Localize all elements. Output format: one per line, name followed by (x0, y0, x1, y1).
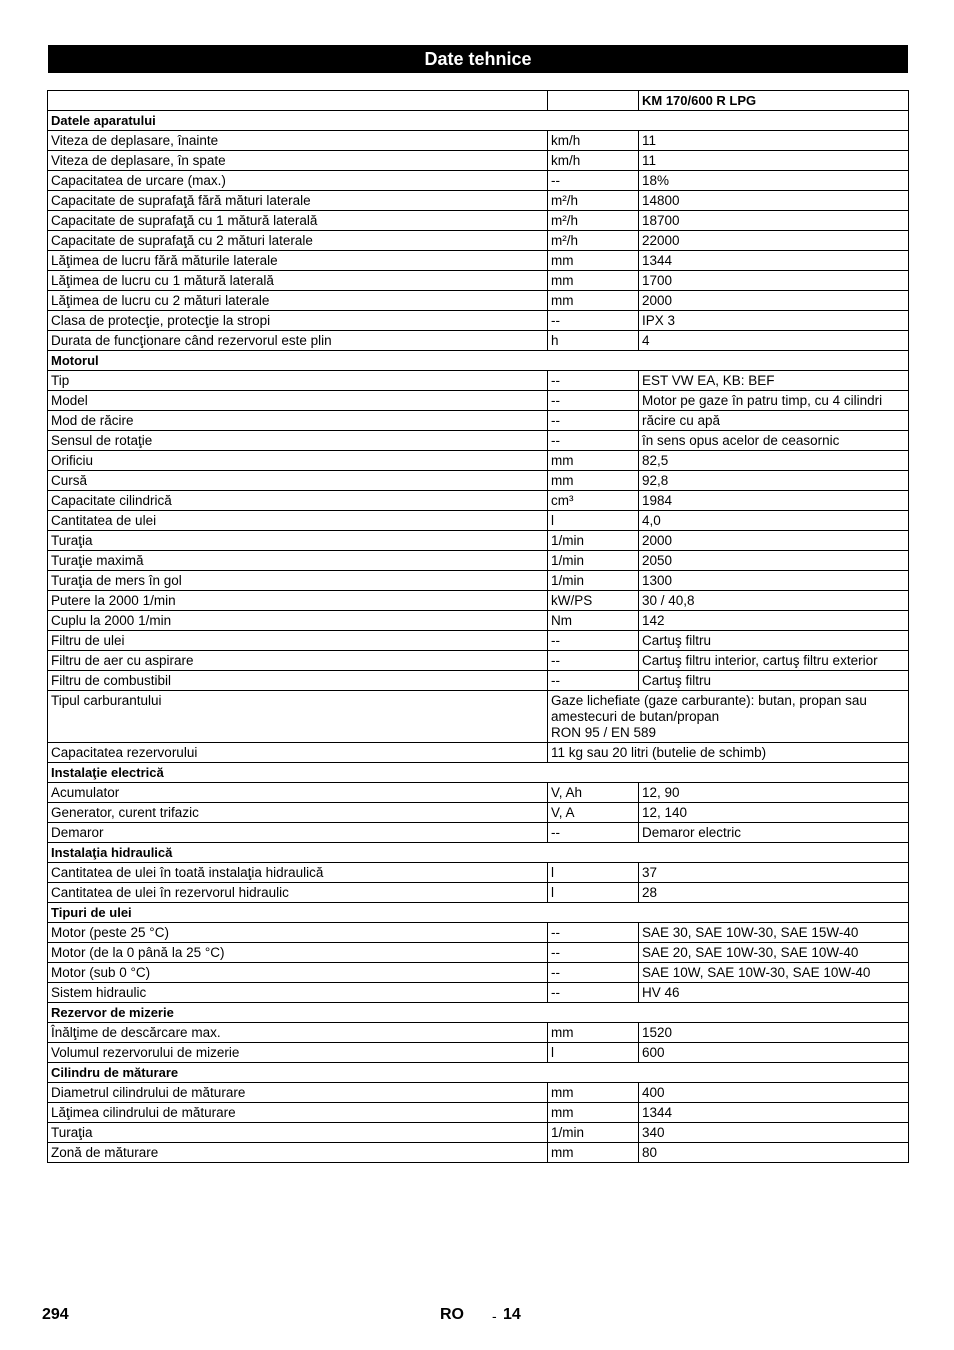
table-row (48, 571, 909, 591)
table-row (48, 923, 909, 943)
spec-unit: -- (548, 923, 639, 943)
spec-unit: -- (548, 311, 639, 331)
spec-unit: l (548, 1043, 639, 1063)
spec-value: 2050 (639, 551, 909, 571)
table-row (48, 551, 909, 571)
table-row (48, 531, 909, 551)
spec-value: IPX 3 (639, 311, 909, 331)
spec-value: 12, 140 (639, 803, 909, 823)
spec-label: Zonă de măturare (48, 1143, 548, 1163)
spec-label: Acumulator (48, 783, 548, 803)
spec-label: Turaţia de mers în gol (48, 571, 548, 591)
table-row (48, 171, 909, 191)
table-row (48, 151, 909, 171)
spec-label: Turaţia (48, 1123, 548, 1143)
table-row (48, 1043, 909, 1063)
spec-label: Lăţimea cilindrului de măturare (48, 1103, 548, 1123)
spec-unit: km/h (548, 131, 639, 151)
spec-unit: -- (548, 823, 639, 843)
spec-value: Cartuş filtru (639, 671, 909, 691)
spec-unit: -- (548, 983, 639, 1003)
spec-value: 11 (639, 151, 909, 171)
table-row (48, 431, 909, 451)
spec-unit: mm (548, 291, 639, 311)
spec-value: 11 (639, 131, 909, 151)
spec-value: 1700 (639, 271, 909, 291)
spec-value: 92,8 (639, 471, 909, 491)
spec-unit: -- (548, 431, 639, 451)
spec-value: 28 (639, 883, 909, 903)
spec-unit: -- (548, 943, 639, 963)
table-row (48, 863, 909, 883)
spec-label: Capacitate de suprafaţă fără mături laterale (48, 191, 548, 211)
spec-label: Tipul carburantului (48, 691, 548, 743)
section-header-row (48, 763, 909, 783)
spec-label: Capacitatea rezervorului (48, 743, 548, 763)
spec-label: Tip (48, 371, 548, 391)
spec-value: 600 (639, 1043, 909, 1063)
spec-unit: kW/PS (548, 591, 639, 611)
spec-label: Demaror (48, 823, 548, 843)
spec-unit: m²/h (548, 191, 639, 211)
spec-label: Filtru de ulei (48, 631, 548, 651)
spec-unit: -- (548, 651, 639, 671)
spec-unit: 1/min (548, 531, 639, 551)
technical-data-table (47, 90, 909, 1163)
section-title: Instalaţie electrică (48, 763, 909, 783)
spec-label: Generator, curent trifazic (48, 803, 548, 823)
spec-label: Lăţimea de lucru fără măturile laterale (48, 251, 548, 271)
spec-label: Sensul de rotaţie (48, 431, 548, 451)
spec-unit: l (548, 863, 639, 883)
spec-value: Demaror electric (639, 823, 909, 843)
spec-label: Motor (de la 0 până la 25 °C) (48, 943, 548, 963)
table-row (48, 291, 909, 311)
spec-value: 30 / 40,8 (639, 591, 909, 611)
table-row (48, 943, 909, 963)
table-row (48, 823, 909, 843)
spec-unit: mm (548, 1023, 639, 1043)
spec-value: 82,5 (639, 451, 909, 471)
spec-unit: V, A (548, 803, 639, 823)
spec-unit: mm (548, 251, 639, 271)
spec-unit: -- (548, 391, 639, 411)
spec-label: Durata de funcţionare când rezervorul este plin (48, 331, 548, 351)
spec-value: 2000 (639, 531, 909, 551)
spec-value: 1300 (639, 571, 909, 591)
table-row (48, 511, 909, 531)
spec-label: Cantitatea de ulei (48, 511, 548, 531)
spec-unit: cm³ (548, 491, 639, 511)
spec-unit: m²/h (548, 211, 639, 231)
spec-unit: V, Ah (548, 783, 639, 803)
spec-value: 340 (639, 1123, 909, 1143)
spec-unit: 1/min (548, 571, 639, 591)
table-row (48, 311, 909, 331)
spec-label: Motor (sub 0 °C) (48, 963, 548, 983)
table-row (48, 1023, 909, 1043)
table-row (48, 451, 909, 471)
spec-unit: mm (548, 451, 639, 471)
spec-value: SAE 30, SAE 10W-30, SAE 15W-40 (639, 923, 909, 943)
spec-unit: -- (548, 631, 639, 651)
spec-label: Viteza de deplasare, în spate (48, 151, 548, 171)
table-row (48, 591, 909, 611)
spec-unit: -- (548, 171, 639, 191)
table-row (48, 211, 909, 231)
spec-label: Motor (peste 25 °C) (48, 923, 548, 943)
section-title: Instalaţia hidraulică (48, 843, 909, 863)
spec-unit: -- (548, 411, 639, 431)
spec-label: Filtru de combustibil (48, 671, 548, 691)
spec-value: în sens opus acelor de ceasornic (639, 431, 909, 451)
table-row (48, 471, 909, 491)
spec-unit: Nm (548, 611, 639, 631)
spec-value: 142 (639, 611, 909, 631)
table-row (48, 391, 909, 411)
spec-label: Model (48, 391, 548, 411)
section-title: Motorul (48, 351, 909, 371)
section-title: Tipuri de ulei (48, 903, 909, 923)
spec-unit: l (548, 511, 639, 531)
footer-dash: - (492, 1308, 497, 1324)
table-row (48, 131, 909, 151)
spec-label: Filtru de aer cu aspirare (48, 651, 548, 671)
spec-label: Cantitatea de ulei în toată instalaţia hidraulică (48, 863, 548, 883)
spec-value: 400 (639, 1083, 909, 1103)
spec-value: 14800 (639, 191, 909, 211)
spec-label: Capacitate de suprafaţă cu 2 mături laterale (48, 231, 548, 251)
table-header-row (48, 91, 909, 111)
spec-value: 18700 (639, 211, 909, 231)
table-row (48, 371, 909, 391)
spec-label: Putere la 2000 1/min (48, 591, 548, 611)
page-title: Date tehnice (48, 45, 908, 73)
spec-label: Volumul rezervorului de mizerie (48, 1043, 548, 1063)
table-row (48, 671, 909, 691)
section-header-row (48, 1003, 909, 1023)
table-row (48, 1123, 909, 1143)
spec-unit: mm (548, 1143, 639, 1163)
spec-label: Înălţime de descărcare max. (48, 1023, 548, 1043)
spec-value: 1344 (639, 251, 909, 271)
spec-label: Capacitate de suprafaţă cu 1 mătură laterală (48, 211, 548, 231)
table-row (48, 963, 909, 983)
table-row (48, 983, 909, 1003)
spec-value: 2000 (639, 291, 909, 311)
spec-value: HV 46 (639, 983, 909, 1003)
spec-value: SAE 20, SAE 10W-30, SAE 10W-40 (639, 943, 909, 963)
spec-value: 22000 (639, 231, 909, 251)
table-row (48, 411, 909, 431)
table-row (48, 883, 909, 903)
table-row (48, 1103, 909, 1123)
table-row (48, 271, 909, 291)
table-row (48, 1083, 909, 1103)
spec-unit: h (548, 331, 639, 351)
spec-label: Turaţie maximă (48, 551, 548, 571)
spec-unit: mm (548, 471, 639, 491)
table-row (48, 783, 909, 803)
spec-value: 80 (639, 1143, 909, 1163)
spec-value: 11 kg sau 20 litri (butelie de schimb) (548, 743, 909, 763)
table-row (48, 331, 909, 351)
section-header-row (48, 1063, 909, 1083)
spec-unit: km/h (548, 151, 639, 171)
spec-value: 18% (639, 171, 909, 191)
page-number: 294 (42, 1306, 69, 1323)
spec-value: 1984 (639, 491, 909, 511)
spec-label: Capacitate cilindrică (48, 491, 548, 511)
spec-value: răcire cu apă (639, 411, 909, 431)
section-header-row (48, 903, 909, 923)
spec-unit: mm (548, 1103, 639, 1123)
spec-unit: l (548, 883, 639, 903)
spec-value: 12, 90 (639, 783, 909, 803)
spec-unit: mm (548, 1083, 639, 1103)
spec-unit: m²/h (548, 231, 639, 251)
table-row (48, 631, 909, 651)
spec-label: Cantitatea de ulei în rezervorul hidraulic (48, 883, 548, 903)
table-row (48, 231, 909, 251)
spec-label: Diametrul cilindrului de măturare (48, 1083, 548, 1103)
header-empty-label (48, 91, 548, 111)
section-header-row (48, 843, 909, 863)
table-row (48, 691, 909, 743)
spec-label: Turaţia (48, 531, 548, 551)
spec-label: Sistem hidraulic (48, 983, 548, 1003)
header-empty-unit (548, 91, 639, 111)
section-title: Rezervor de mizerie (48, 1003, 909, 1023)
table-row (48, 191, 909, 211)
section-page-number: 14 (503, 1306, 521, 1323)
spec-value: 1520 (639, 1023, 909, 1043)
spec-label: Lăţimea de lucru cu 1 mătură laterală (48, 271, 548, 291)
spec-unit: -- (548, 371, 639, 391)
spec-unit: -- (548, 671, 639, 691)
spec-label: Viteza de deplasare, înainte (48, 131, 548, 151)
table-row (48, 803, 909, 823)
section-header-row (48, 351, 909, 371)
table-row (48, 1143, 909, 1163)
spec-value: Cartuş filtru (639, 631, 909, 651)
spec-value: Motor pe gaze în patru timp, cu 4 cilindri (639, 391, 909, 411)
language-code: RO (440, 1306, 464, 1323)
model-name: KM 170/600 R LPG (639, 91, 909, 111)
spec-label: Clasa de protecţie, protecţie la stropi (48, 311, 548, 331)
spec-unit: 1/min (548, 1123, 639, 1143)
table-row (48, 491, 909, 511)
spec-value: 4 (639, 331, 909, 351)
spec-value: 1344 (639, 1103, 909, 1123)
spec-unit: 1/min (548, 551, 639, 571)
section-header-row (48, 111, 909, 131)
spec-label: Cursă (48, 471, 548, 491)
spec-label: Cuplu la 2000 1/min (48, 611, 548, 631)
spec-value: EST VW EA, KB: BEF (639, 371, 909, 391)
section-title: Datele aparatului (48, 111, 909, 131)
section-title: Cilindru de măturare (48, 1063, 909, 1083)
spec-unit: mm (548, 271, 639, 291)
spec-unit: -- (548, 963, 639, 983)
table-row (48, 651, 909, 671)
spec-value: 4,0 (639, 511, 909, 531)
spec-label: Lăţimea de lucru cu 2 mături laterale (48, 291, 548, 311)
spec-label: Mod de răcire (48, 411, 548, 431)
spec-value: SAE 10W, SAE 10W-30, SAE 10W-40 (639, 963, 909, 983)
spec-label: Capacitatea de urcare (max.) (48, 171, 548, 191)
spec-value: Gaze lichefiate (gaze carburante): butan, propan sau amestecuri de butan/propan RON 95 / EN 589 (548, 691, 909, 743)
table-row (48, 611, 909, 631)
table-row (48, 251, 909, 271)
table-row (48, 743, 909, 763)
spec-label: Orificiu (48, 451, 548, 471)
spec-value: 37 (639, 863, 909, 883)
spec-value: Cartuş filtru interior, cartuş filtru exterior (639, 651, 909, 671)
